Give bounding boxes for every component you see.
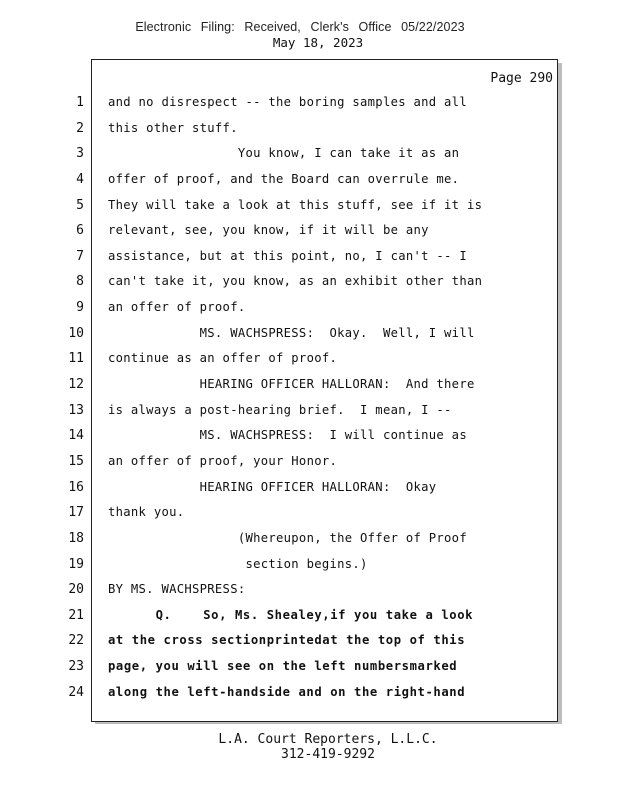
line-number: 22 [68,633,84,649]
line-number: 7 [76,248,84,264]
transcript-line: They will take a look at this stuff, see if it is [108,197,483,212]
line-number: 8 [76,274,84,290]
line-number: 14 [68,428,84,444]
transcript-line: page, you will see on the left numbersmarked [108,659,458,674]
line-number: 11 [68,351,84,367]
line-number: 16 [68,479,84,495]
transcript-line: section begins.) [108,556,368,571]
transcript-line: an offer of proof, your Honor. [108,453,338,468]
transcript-line: and no disrespect -- the boring samples and all [108,95,467,109]
line-number: 6 [76,223,84,239]
transcript-line: along the left-handside and on the right-hand [108,684,466,699]
line-number: 4 [76,171,84,187]
line-number: 9 [76,300,84,316]
line-number: 12 [68,377,84,393]
transcript-line: (Whereupon, the Offer of Proof [108,530,467,545]
transcript-line: You know, I can take it as an [108,146,460,161]
transcript-line: is always a post-hearing brief. I mean, I -- [108,402,452,417]
transcript-line: thank you. [108,505,185,520]
transcript-line: Q. So, Ms. Shealey,if you take a look [108,607,474,622]
line-number: 24 [68,684,84,700]
transcript-date: May 18, 2023 [272,35,364,50]
transcript-line: relevant, see, you know, if it will be any [108,223,429,238]
line-number: 1 [76,95,84,110]
transcript-line: assistance, but at this point, no, I can't -- I [108,248,467,263]
line-number: 5 [76,197,84,213]
transcript-line: at the cross sectionprintedat the top of this [108,633,466,648]
line-number-column [40,90,84,705]
line-number: 21 [68,607,84,623]
transcript-line: offer of proof, and the Board can overrule me. [108,171,460,186]
reporter-name: L.A. Court Reporters, L.L.C. [218,732,438,747]
transcript-line: can't take it, you know, as an exhibit other than [108,274,483,289]
transcript-line: HEARING OFFICER HALLORAN: Okay [108,479,437,494]
filing-stamp: Electronic Filing: Received, Clerk's Office 05/22/2023 [135,20,465,34]
transcript-line: HEARING OFFICER HALLORAN: And there [108,377,475,392]
footer [0,732,618,762]
transcript-line: MS. WACHSPRESS: Okay. Well, I will [108,325,475,340]
page-number: Page 290 [490,71,553,86]
line-number: 19 [68,556,84,572]
line-number: 20 [68,582,84,598]
transcript-text [108,90,548,705]
transcript-line: an offer of proof. [108,300,246,315]
line-number: 23 [68,659,84,675]
line-number: 2 [76,120,84,136]
line-number: 3 [76,146,84,162]
reporter-phone: 312-419-9292 [281,747,375,762]
line-number: 15 [68,453,84,469]
line-number: 18 [68,530,84,546]
transcript-line: MS. WACHSPRESS: I will continue as [108,428,467,443]
line-number: 13 [68,402,84,418]
transcript-line: BY MS. WACHSPRESS: [108,582,246,597]
transcript-line: this other stuff. [108,120,238,135]
transcript-line: continue as an offer of proof. [108,351,338,366]
line-number: 17 [68,505,84,521]
line-number: 10 [68,325,84,341]
